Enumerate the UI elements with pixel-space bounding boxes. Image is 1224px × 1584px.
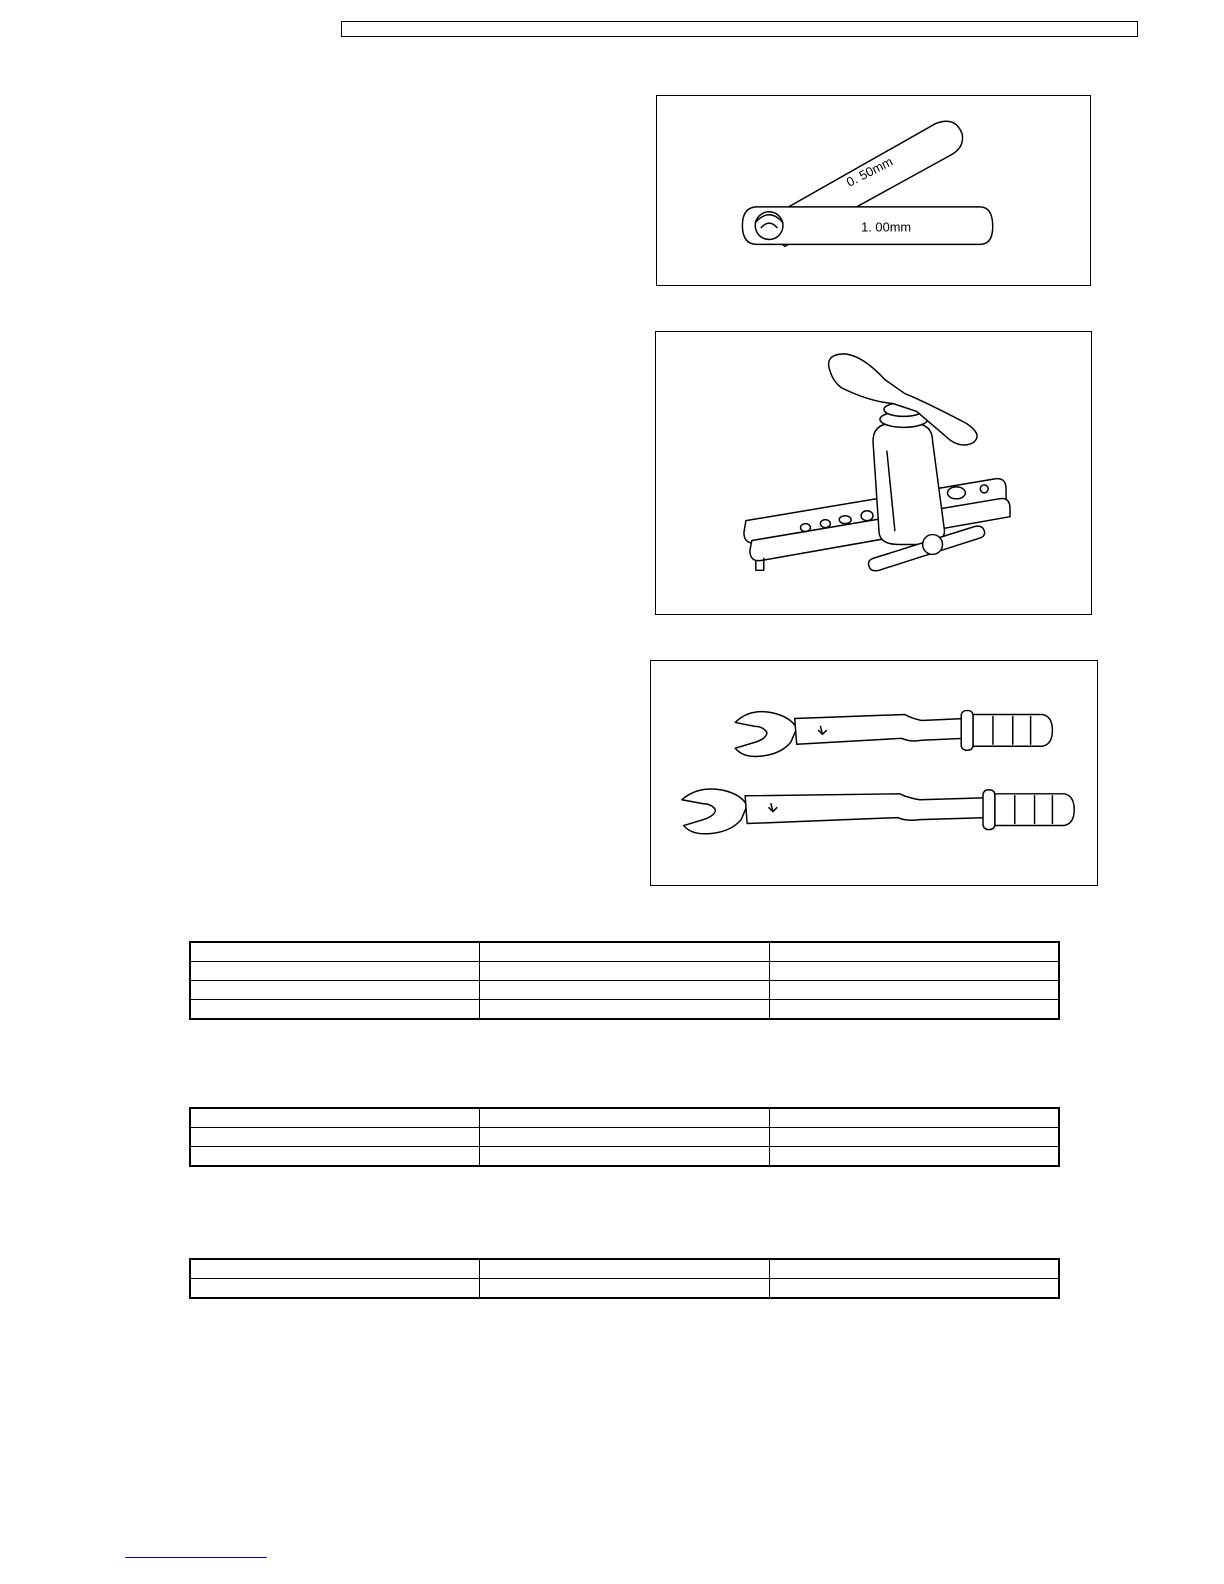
flaring-tool-illustration — [656, 332, 1091, 614]
table-cell — [480, 962, 770, 981]
spec-table-1 — [189, 941, 1060, 1020]
table-cell — [769, 981, 1059, 1000]
table-cell — [190, 942, 480, 962]
crank-knob — [923, 535, 943, 555]
yoke-body — [873, 423, 944, 544]
table-cell — [769, 1147, 1059, 1167]
table-cell — [769, 962, 1059, 981]
spec-table-3 — [189, 1258, 1060, 1299]
table-row — [190, 1147, 1059, 1167]
torque-wrench-small — [735, 711, 1052, 757]
torque-wrench-large — [682, 789, 1074, 834]
table-row — [190, 1259, 1059, 1279]
table-cell — [190, 981, 480, 1000]
table-cell — [769, 1259, 1059, 1279]
table-cell — [190, 1147, 480, 1167]
footer-link[interactable] — [125, 1557, 267, 1558]
table-row — [190, 1279, 1059, 1299]
table-cell — [190, 1279, 480, 1299]
wrench-shaft-large — [745, 794, 987, 824]
table-cell — [190, 962, 480, 981]
table-cell — [190, 1108, 480, 1128]
table-row — [190, 1000, 1059, 1020]
table-row — [190, 1108, 1059, 1128]
table-row — [190, 1128, 1059, 1147]
table-cell — [480, 942, 770, 962]
lower-blade-label: 1. 00mm — [861, 219, 912, 235]
flaring-tool-figure — [655, 331, 1092, 615]
table-cell — [480, 1259, 770, 1279]
wrench-shaft-small — [795, 715, 965, 745]
wrench-head-small — [735, 712, 796, 757]
torque-wrench-figure — [650, 660, 1098, 886]
table-cell — [769, 1128, 1059, 1147]
table-cell — [190, 1128, 480, 1147]
pivot-screw — [755, 212, 783, 240]
table-cell — [480, 981, 770, 1000]
table-row — [190, 981, 1059, 1000]
table-cell — [190, 1259, 480, 1279]
spec-table-2 — [189, 1107, 1060, 1167]
feeler-gauge-illustration — [657, 96, 1090, 285]
table-cell — [769, 1279, 1059, 1299]
table-cell — [769, 1108, 1059, 1128]
feeler-gauge-figure — [656, 95, 1091, 286]
header-bar — [341, 21, 1138, 37]
upper-blade-label: 0. 50mm — [843, 153, 896, 190]
torque-wrench-illustration — [651, 661, 1097, 885]
table-row — [190, 962, 1059, 981]
table-cell — [480, 1128, 770, 1147]
table-cell — [480, 1108, 770, 1128]
wrench-head-large — [682, 789, 747, 834]
table-cell — [769, 942, 1059, 962]
table-cell — [480, 1147, 770, 1167]
table-cell — [190, 1000, 480, 1020]
table-cell — [769, 1000, 1059, 1020]
table-cell — [480, 1279, 770, 1299]
table-cell — [480, 1000, 770, 1020]
table-row — [190, 942, 1059, 962]
